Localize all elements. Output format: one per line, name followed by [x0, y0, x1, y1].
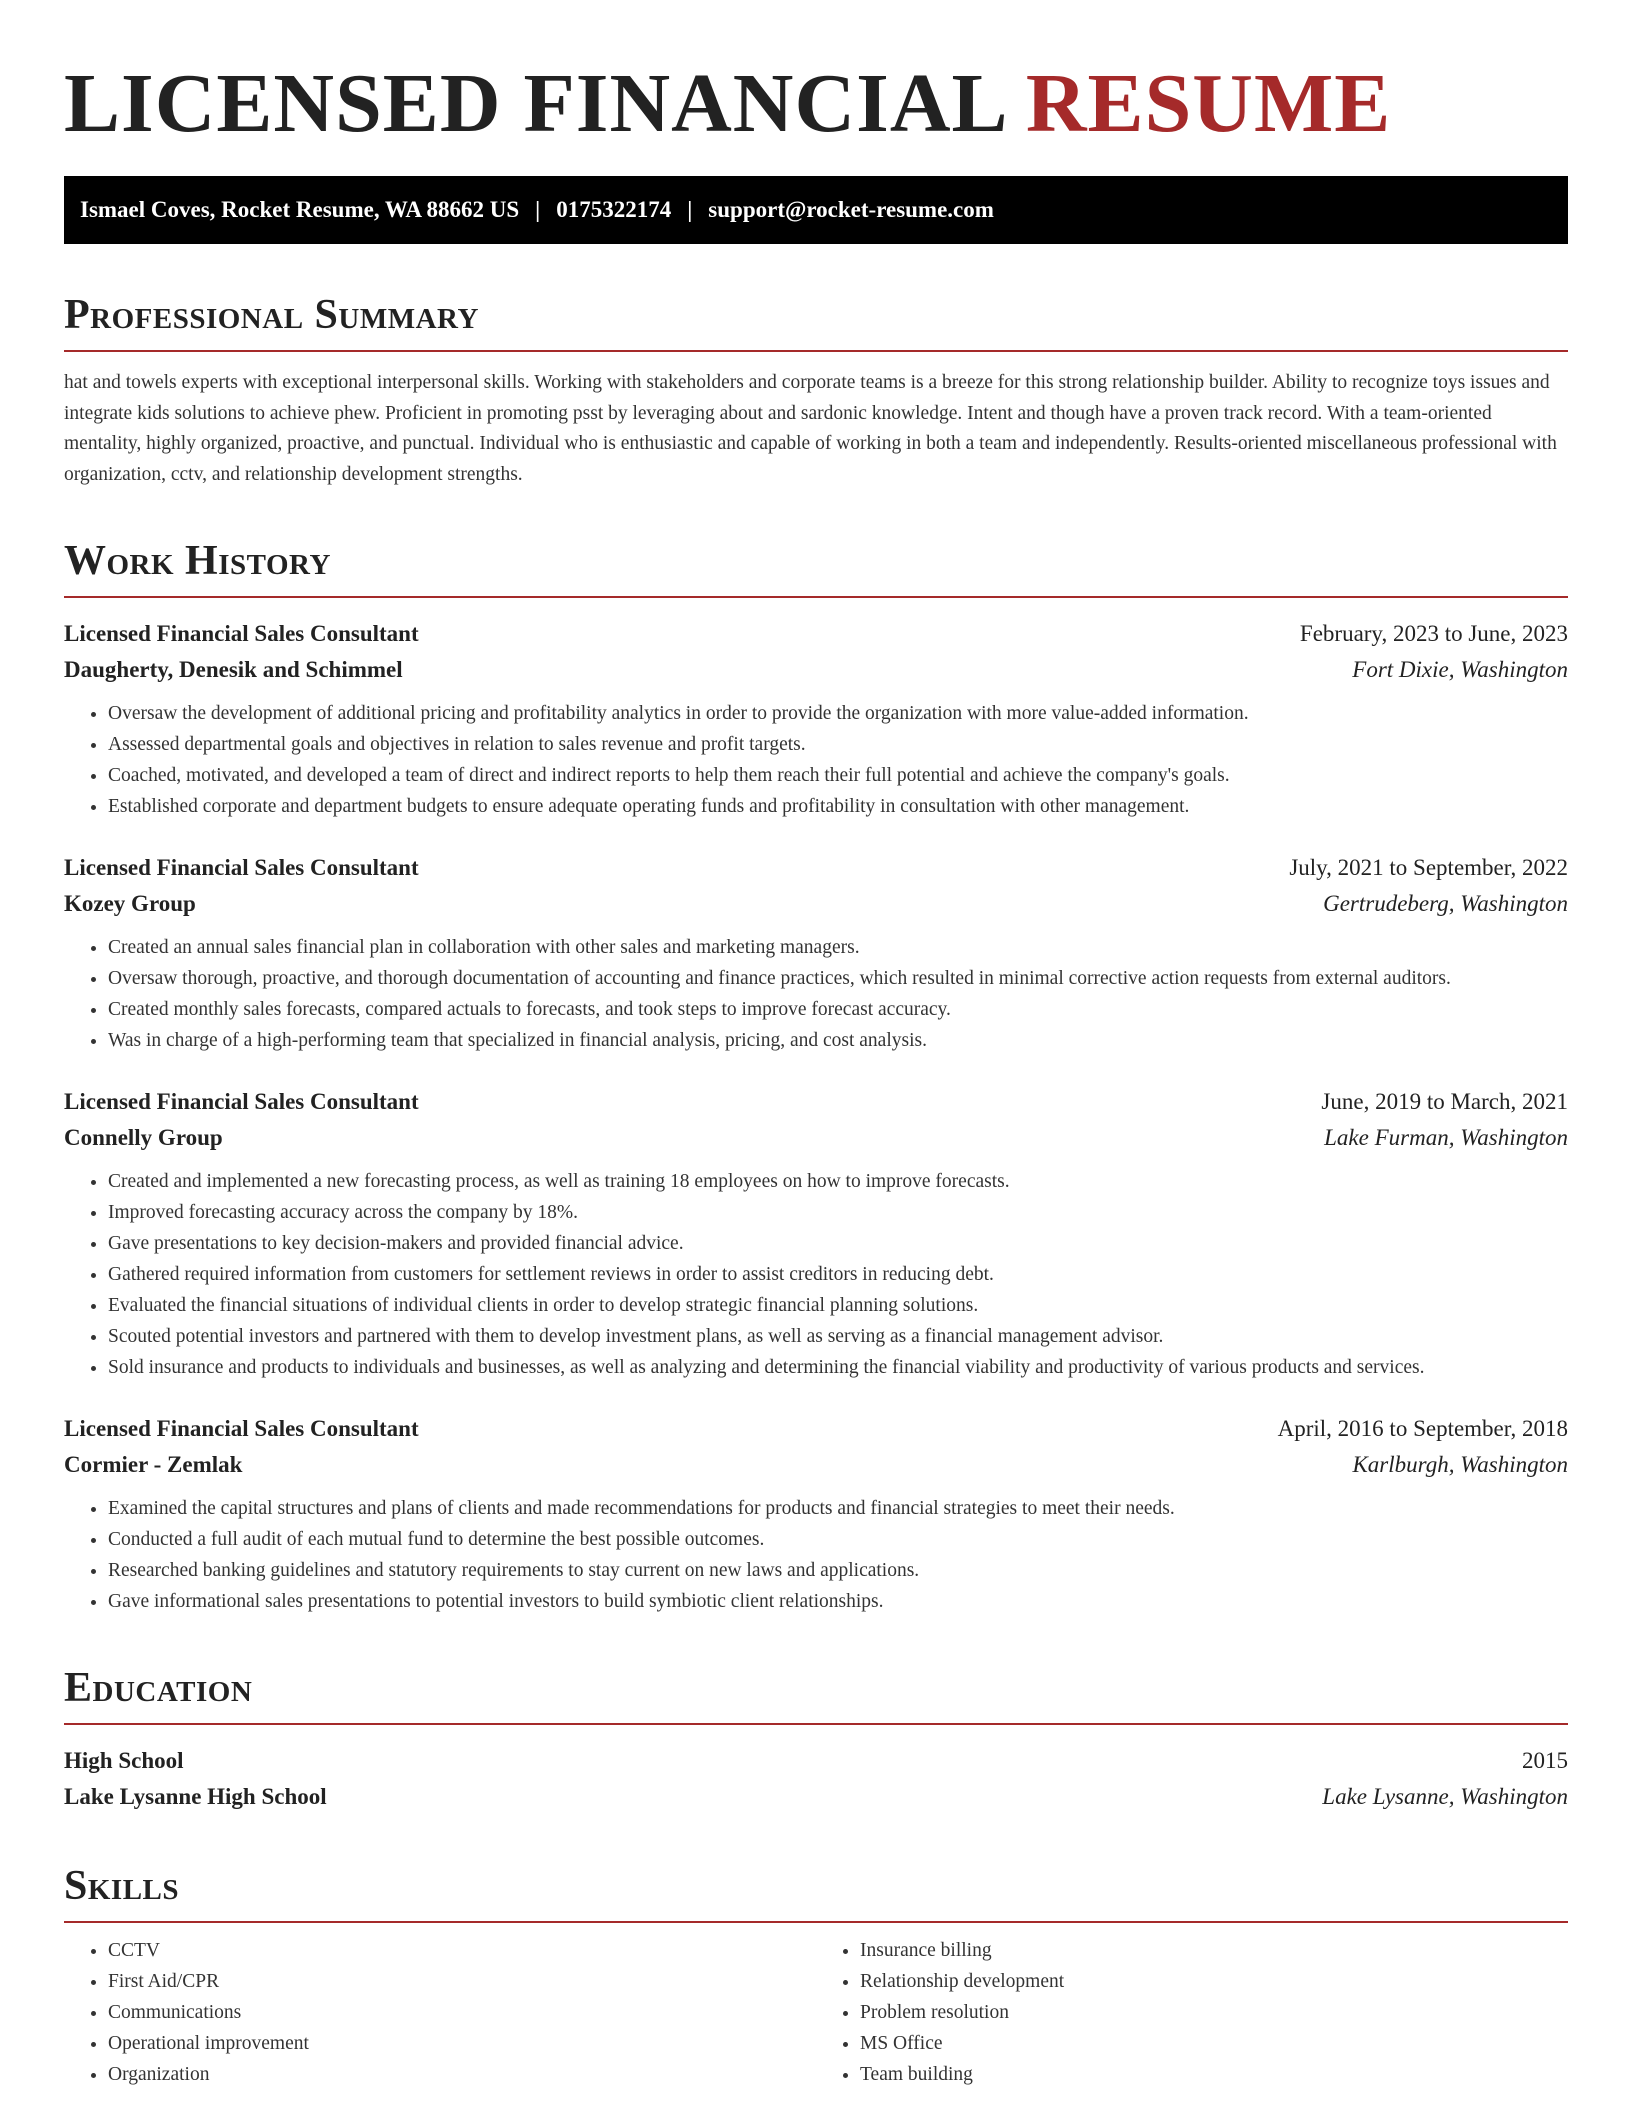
job-bullet: • Scouted potential investors and partnered with them to develop investment plans, as well as serving as a financial management advisor.: [108, 1321, 1568, 1352]
education-school: Lake Lysanne High School: [64, 1784, 327, 1809]
job-header-row: [64, 1084, 1568, 1120]
job-bullet: • Gave informational sales presentations to potential investors to build symbiotic client relationships.: [108, 1586, 1568, 1617]
job-bullets: [64, 1493, 1568, 1617]
job-location: Karlburgh, Washington: [1352, 1452, 1568, 1477]
job-title: Licensed Financial Sales Consultant: [64, 855, 419, 880]
skill-item: • Team building: [860, 2059, 1568, 2090]
job-bullet: • Oversaw the development of additional pricing and profitability analytics in order to provide the organization with more value-added information.: [108, 698, 1568, 729]
skill-item: • Communications: [108, 1997, 816, 2028]
job-company-row: [64, 1447, 1568, 1483]
contact-email: support@rocket-resume.com: [708, 197, 994, 222]
job-company-row: [64, 886, 1568, 922]
job-bullet: • Evaluated the financial situations of individual clients in order to develop strategic financial planning solutions.: [108, 1290, 1568, 1321]
job-location: Fort Dixie, Washington: [1352, 657, 1568, 682]
skill-item: • CCTV: [108, 1935, 816, 1966]
job-dates: June, 2019 to March, 2021: [1321, 1089, 1568, 1114]
job-title: Licensed Financial Sales Consultant: [64, 1416, 419, 1441]
job-dates: February, 2023 to June, 2023: [1299, 621, 1568, 646]
skill-item: • Relationship development: [860, 1966, 1568, 1997]
job-bullet: • Created and implemented a new forecasting process, as well as training 18 employees on how to improve forecasts.: [108, 1166, 1568, 1197]
skills-right-column: [816, 1935, 1568, 2090]
education-degree-row: [64, 1743, 1568, 1779]
job-title: Licensed Financial Sales Consultant: [64, 621, 419, 646]
title-main: LICENSED FINANCIAL: [64, 57, 1004, 150]
skill-item: • MS Office: [860, 2028, 1568, 2059]
skill-item: • Insurance billing: [860, 1935, 1568, 1966]
skills-heading: Skills: [64, 1861, 1568, 1923]
title-accent: RESUME: [1025, 57, 1392, 150]
education-school-row: [64, 1779, 1568, 1815]
job-bullets: [64, 932, 1568, 1056]
job-location: Gertrudeberg, Washington: [1323, 891, 1568, 916]
job-bullet: • Gave presentations to key decision-makers and provided financial advice.: [108, 1228, 1568, 1259]
skill-item: • Organization: [108, 2059, 816, 2090]
education-entry: [64, 1743, 1568, 1815]
summary-text: hat and towels experts with exceptional interpersonal skills. Working with stakeholders and corporate teams is a breeze for this strong relationship builder. Ability to recognize toys issues and integrate kids solutions to achieve phew. Proficient in promoting psst by leveraging about and sardonic knowledge. Intent and though have a proven track record. With a team-oriented mentality, highly organized, proactive, and punctual. Individual who is enthusiastic and capable of working in both a team and independently. Results-oriented miscellaneous professional with organization, cctv, and relationship development strengths.: [64, 372, 1557, 485]
job-entry: [64, 616, 1568, 822]
skill-item: • First Aid/CPR: [108, 1966, 816, 1997]
contact-bar: [64, 176, 1568, 244]
summary-heading: Professional Summary: [64, 290, 1568, 352]
job-bullet: • Conducted a full audit of each mutual fund to determine the best possible outcomes.: [108, 1524, 1568, 1555]
job-entry: [64, 1411, 1568, 1617]
education-degree: High School: [64, 1748, 184, 1773]
job-location: Lake Furman, Washington: [1324, 1125, 1568, 1150]
job-company: Daugherty, Denesik and Schimmel: [64, 657, 403, 682]
resume-title: [64, 56, 1568, 152]
job-header-row: [64, 1411, 1568, 1447]
job-bullets: [64, 698, 1568, 822]
job-header-row: [64, 850, 1568, 886]
job-bullet: • Oversaw thorough, proactive, and thorough documentation of accounting and finance practices, which resulted in minimal corrective action requests from external auditors.: [108, 963, 1568, 994]
job-bullet: • Sold insurance and products to individuals and businesses, as well as analyzing and determining the financial viability and productivity of various products and services.: [108, 1352, 1568, 1383]
job-dates: April, 2016 to September, 2018: [1277, 1416, 1568, 1441]
job-bullet: • Coached, motivated, and developed a team of direct and indirect reports to help them reach their full potential and achieve the company's goals.: [108, 760, 1568, 791]
job-bullet: • Gathered required information from customers for settlement reviews in order to assist creditors in reducing debt.: [108, 1259, 1568, 1290]
job-dates: July, 2021 to September, 2022: [1289, 855, 1568, 880]
job-bullet: • Researched banking guidelines and statutory requirements to stay current on new laws and applications.: [108, 1555, 1568, 1586]
contact-separator: |: [535, 197, 541, 222]
job-company: Connelly Group: [64, 1125, 223, 1150]
work-history-heading: Work History: [64, 536, 1568, 598]
job-company-row: [64, 1120, 1568, 1156]
education-location: Lake Lysanne, Washington: [1322, 1784, 1568, 1809]
contact-phone: 0175322174: [556, 197, 672, 222]
job-bullet: • Established corporate and department budgets to ensure adequate operating funds and profitability in consultation with other management.: [108, 791, 1568, 822]
skills-columns: [64, 1935, 1568, 2090]
job-bullet: • Created an annual sales financial plan in collaboration with other sales and marketing managers.: [108, 932, 1568, 963]
skill-item: • Problem resolution: [860, 1997, 1568, 2028]
job-bullet: • Improved forecasting accuracy across the company by 18%.: [108, 1197, 1568, 1228]
job-title: Licensed Financial Sales Consultant: [64, 1089, 419, 1114]
job-company: Cormier - Zemlak: [64, 1452, 243, 1477]
skills-left-column: [64, 1935, 816, 2090]
job-entry: [64, 1084, 1568, 1383]
contact-address: Ismael Coves, Rocket Resume, WA 88662 US: [80, 197, 520, 222]
education-heading: Education: [64, 1663, 1568, 1725]
contact-separator: |: [687, 197, 693, 222]
education-year: 2015: [1522, 1748, 1568, 1773]
job-bullet: • Assessed departmental goals and objectives in relation to sales revenue and profit targets.: [108, 729, 1568, 760]
job-bullet: • Examined the capital structures and plans of clients and made recommendations for products and financial strategies to meet their needs.: [108, 1493, 1568, 1524]
skill-item: • Operational improvement: [108, 2028, 816, 2059]
job-bullet: • Created monthly sales forecasts, compared actuals to forecasts, and took steps to improve forecast accuracy.: [108, 994, 1568, 1025]
job-entry: [64, 850, 1568, 1056]
job-bullets: [64, 1166, 1568, 1383]
job-company-row: [64, 652, 1568, 688]
job-header-row: [64, 616, 1568, 652]
job-bullet: • Was in charge of a high-performing team that specialized in financial analysis, pricing, and cost analysis.: [108, 1025, 1568, 1056]
job-company: Kozey Group: [64, 891, 196, 916]
